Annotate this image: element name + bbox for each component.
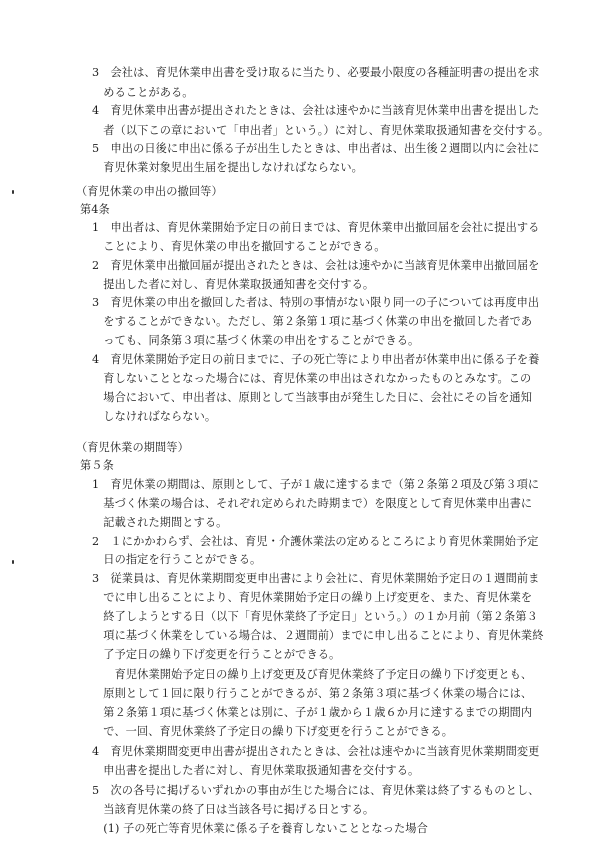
article-4-line: 1 申出者は、育児休業開始予定日の前日までは、育児休業申出撤回届を会社に提出する <box>92 221 540 234</box>
article-5-line: 原則として１回に限り行うことができるが、第２条第３項に基づく休業の場合には、 <box>92 687 533 700</box>
paragraph-5-line-2: 育児休業対象児出生届を提出しなければならない。 <box>92 161 363 174</box>
article-5-line: (1) 子の死亡等育児休業に係る子を養育しないこととなった場合 <box>92 822 428 835</box>
article-4-line: 4 育児休業開始予定日の前日までに、子の死亡等により申出者が休業申出に係る子を養 <box>92 353 540 366</box>
article-4-line: をすることができない。ただし、第２条第１項に基づく休業の申出を撤回した者であ <box>92 315 533 328</box>
article-5-line: 2 １にかかわらず、会社は、育児・介護休業法の定めるところにより育児休業開始予定 <box>92 535 539 548</box>
article-4-line: 育しないこととなった場合には、育児休業の申出はされなかったものとみなす。この <box>92 372 532 385</box>
paragraph-4-line-2: 者（以下この章において「申出者」という。）に対し、育児休業取扱通知書を交付する。 <box>92 124 550 137</box>
article-5-line: 終了しようとする日（以下「育児休業終了予定日」という。）の１か月前（第２条第３ <box>92 610 538 623</box>
article-4-line: ことにより、育児休業の申出を撤回することができる。 <box>92 240 386 253</box>
article-5-line: 育児休業開始予定日の繰り上げ変更及び育児休業終了予定日の繰り下げ変更とも、 <box>92 668 533 681</box>
article-5-line: 3 従業員は、育児休業期間変更申出書により会社に、育児休業開始予定日の１週間前ま <box>92 572 540 585</box>
article-4-line: 3 育児休業の申出を撤回した者は、特別の事情がない限り同一の子については再度申出 <box>92 296 540 309</box>
article-5-line: 第２条第１項に基づく休業とは別に、子が１歳から１歳６か月に達するまでの期間内 <box>92 706 533 719</box>
article-4-line: 2 育児休業申出撤回届が提出されたときは、会社は速やかに当該育児休業申出撤回届を <box>92 259 540 272</box>
paragraph-4-line-1: 4 育児休業申出書が提出されたときは、会社は速やかに当該育児休業申出書を提出した <box>92 104 540 117</box>
article-4-line: 場合において、申出者は、原則として当該事由が発生した日に、会社にその旨を通知 <box>92 391 532 404</box>
article-4-line: 提出した者に対し、育児休業取扱通知書を交付する。 <box>92 278 375 291</box>
article-5-line: 記載された期間とする。 <box>92 516 228 529</box>
article-5-line: 当該育児休業の終了日は当該各号に掲げる日とする。 <box>92 803 375 816</box>
article-5-title: 第５条 <box>80 459 114 472</box>
paragraph-3-line-2: めることがある。 <box>92 86 194 99</box>
article-5-line: 申出書を提出した者に対し、育児休業取扱通知書を交付する。 <box>92 764 420 777</box>
paragraph-5-line-1: 5 申出の日後に申出に係る子が出生したときは、申出者は、出生後２週間以内に会社に <box>92 142 540 155</box>
article-5-line: で、一回、育児休業終了予定日の繰り下げ変更を行うことができる。 <box>92 725 453 738</box>
article-5-line: 1 育児休業の期間は、原則として、子が１歳に達するまで（第２条第２項及び第３項に <box>92 478 540 491</box>
paragraph-3-line-1: 3 会社は、育児休業申出書を受け取るに当たり、必要最小限度の各種証明書の提出を求 <box>92 66 540 79</box>
article-5-line: 5 次の各号に掲げるいずれかの事由が生じた場合には、育児休業は終了するものとし、 <box>92 784 540 797</box>
article-5-line: 了予定日の繰り下げ変更を行うことができる。 <box>92 648 341 661</box>
article-5-line: 4 育児休業期間変更申出書が提出されたときは、会社は速やかに当該育児休業期間変更 <box>92 745 540 758</box>
article-4-caption: （育児休業の申出の撤回等） <box>76 185 223 198</box>
scan-mark <box>12 190 14 194</box>
article-5-caption: （育児休業の期間等） <box>76 441 189 454</box>
article-5-line: 日の指定を行うことができる。 <box>92 553 262 566</box>
article-4-line: っても、同条第３項に基づく休業の申出をすることができる。 <box>92 334 420 347</box>
article-5-line: でに申し出ることにより、育児休業開始予定日の繰り上げ変更を、また、育児休業を <box>92 591 533 604</box>
article-4-line: しなければならない。 <box>92 410 217 423</box>
scan-mark <box>12 560 14 564</box>
article-5-line: 項に基づく休業をしている場合は、２週間前）までに申し出ることにより、育児休業終 <box>92 629 544 642</box>
article-5-line: 基づく休業の場合は、それぞれ定められた時期まで）を限度として育児休業申出書に <box>92 497 533 510</box>
article-4-title: 第4条 <box>80 203 110 216</box>
